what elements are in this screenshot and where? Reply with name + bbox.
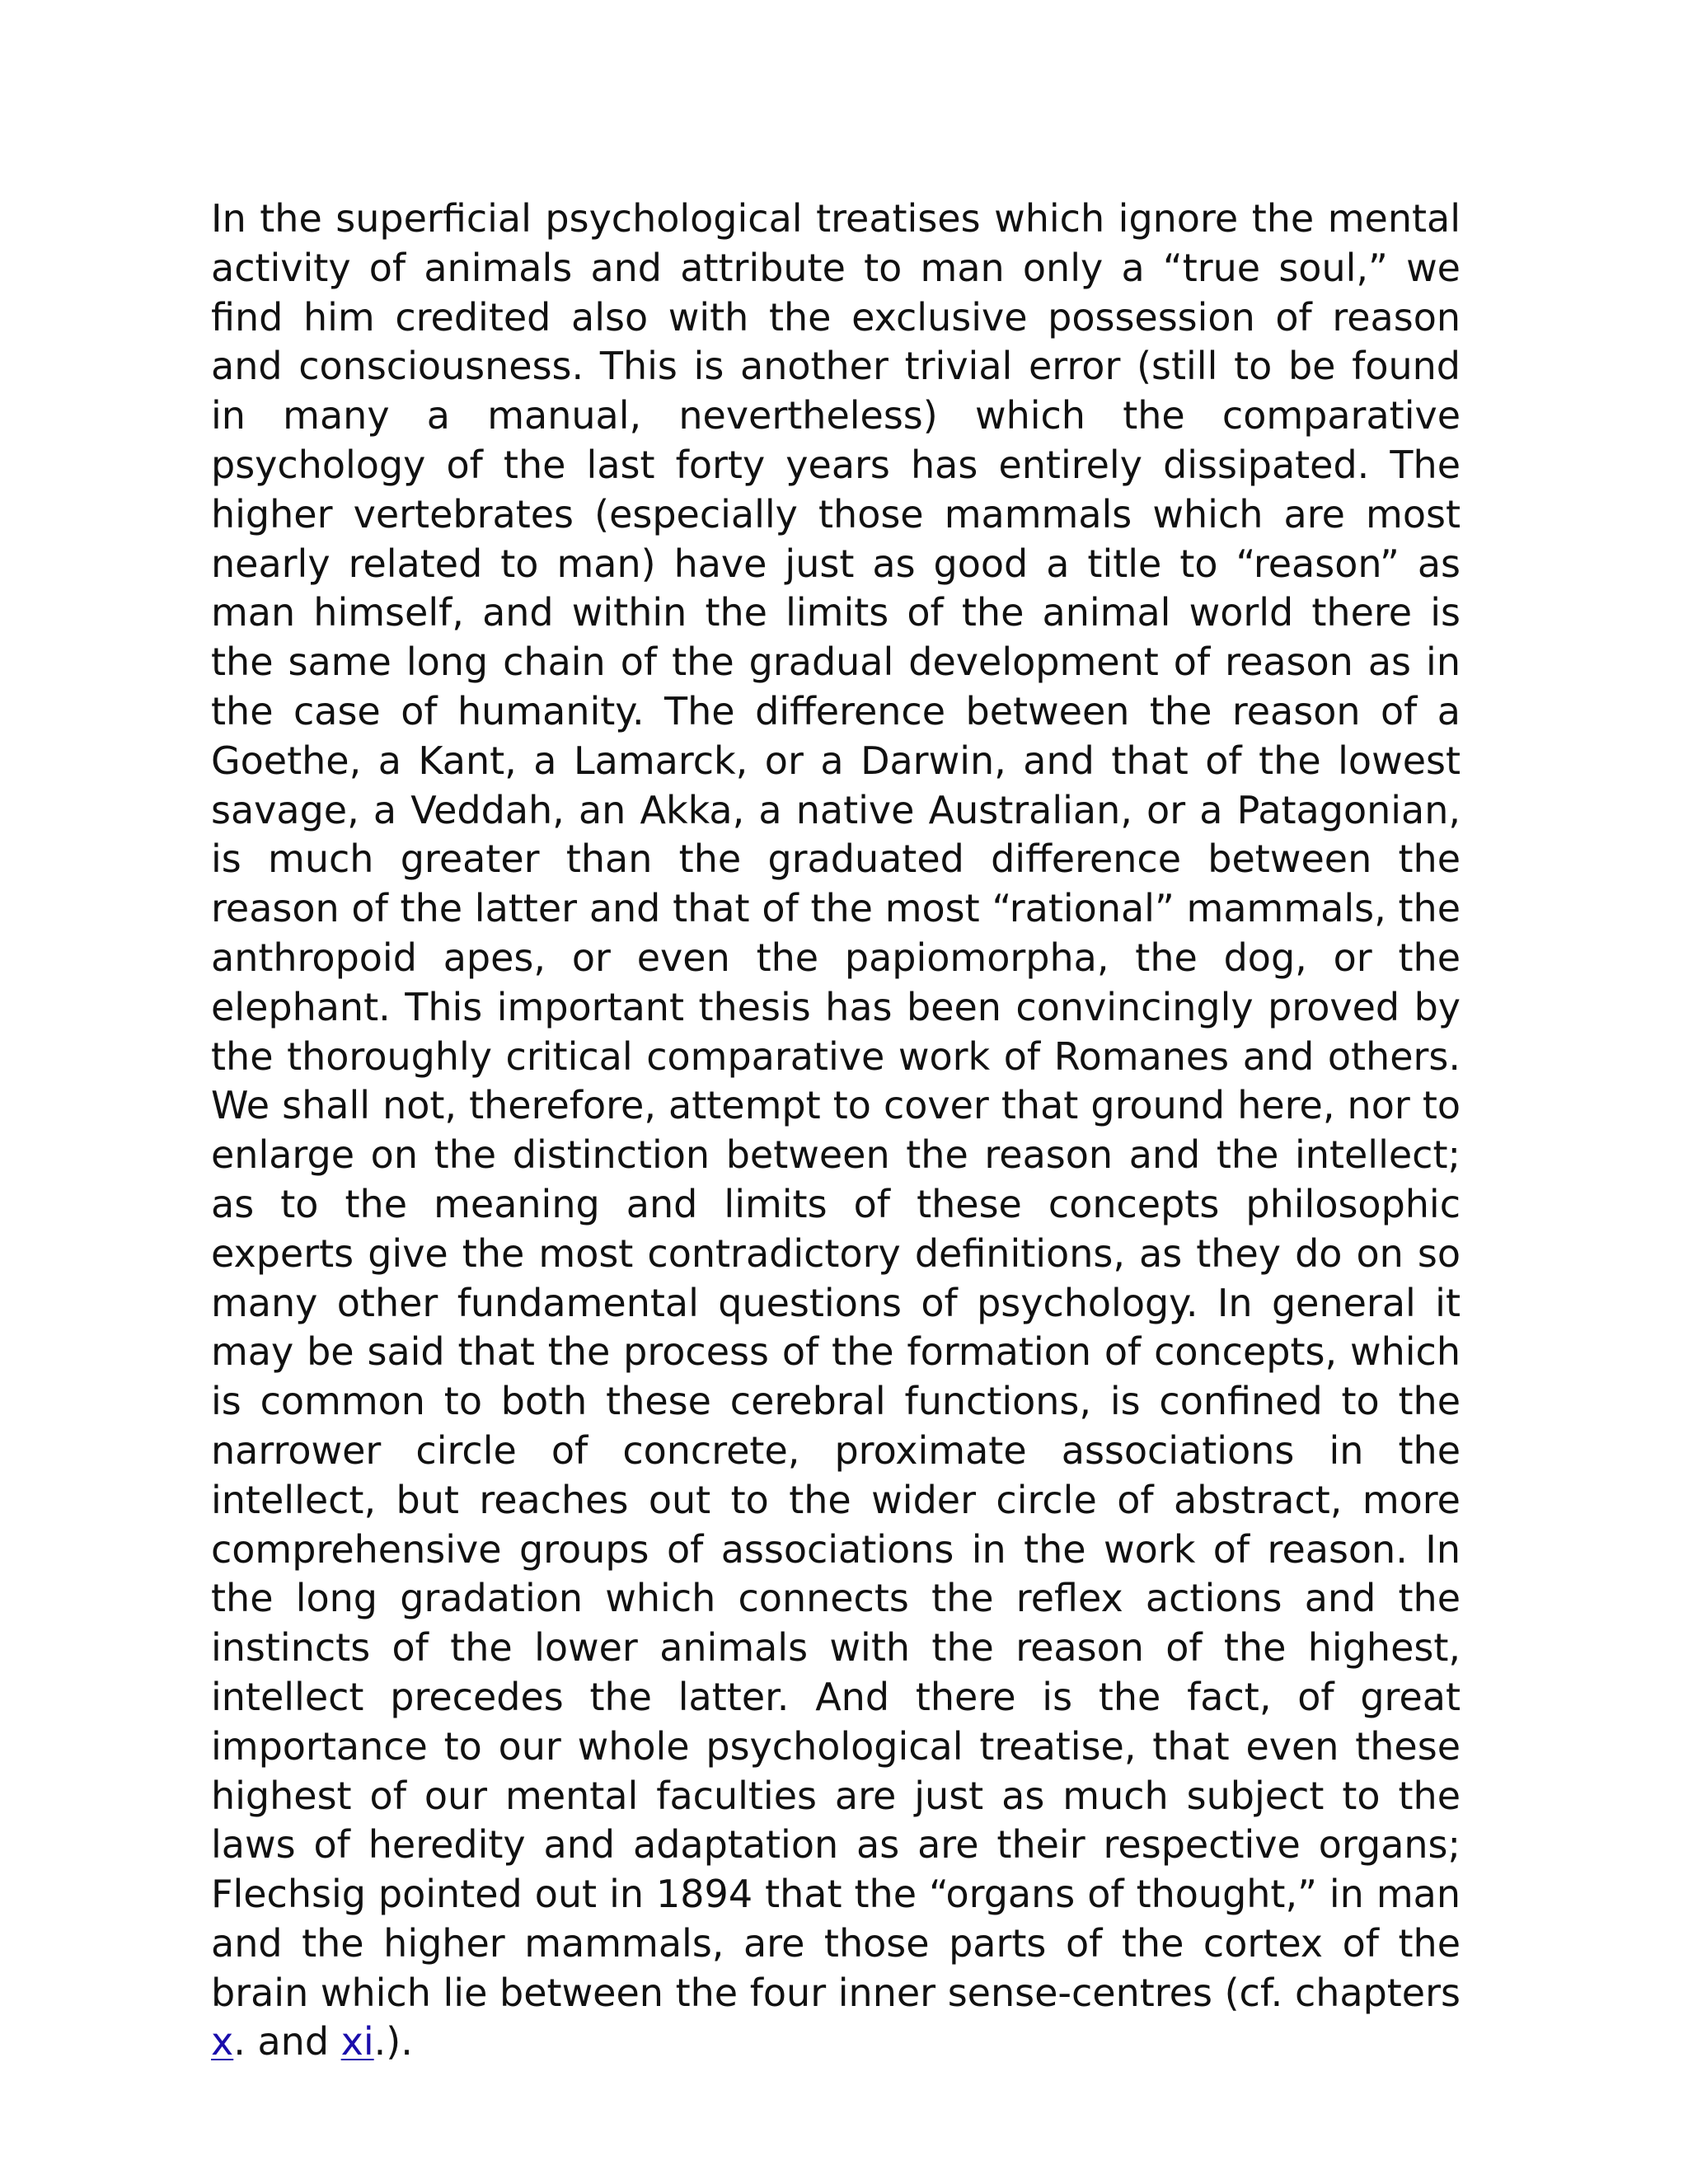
body-paragraph: [211, 194, 1461, 2067]
chapter-xi-link[interactable]: xi: [340, 2019, 374, 2064]
paragraph-ending-text: .).: [373, 2019, 413, 2064]
link-separator-text: . and: [233, 2019, 341, 2064]
chapter-x-link[interactable]: x: [211, 2019, 234, 2064]
paragraph-text: In the superficial psychological treatises which ignore the mental activity of animals and attribute to man only a “true soul,” we find him credited also with the exclusive possession of reason and consciousness. This is another trivial error (still to be found in many a manual, nevertheless) which the comparative psychology of the last forty years has entirely dissipated. The higher vertebrates (especially those mammals which are most nearly related to man) have just as good a title to “reason” as man himself, and within the limits of the animal world there is the same long chain of the gradual development of reason as in the case of humanity. The difference between the reason of a Goethe, a Kant, a Lamarck, or a Darwin, and that of the lowest savage, a Veddah, an Akka, a native Australian, or a Patagonian, is much greater than the graduated difference between the reason of the latter and that of the most “rational” mammals, the anthropoid apes, or even the papiomorpha, the dog, or the elephant. This important thesis has been convincingly proved by the thoroughly critical comparative work of Romanes and others. We shall not, therefore, attempt to cover that ground here, nor to enlarge on the distinction between the reason and the intellect; as to the meaning and limits of these concepts philosophic experts give the most contradictory definitions, as they do on so many other fundamental questions of psychology. In general it may be said that the process of the formation of concepts, which is common to both these cerebral functions, is confined to the narrower circle of concrete, proximate associations in the intellect, but reaches out to the wider circle of abstract, more comprehensive groups of associations in the work of reason. In the long gradation which connects the reflex actions and the instincts of the lower animals with the reason of the highest, intellect precedes the latter. And there is the fact, of great importance to our whole psychological treatise, that even these highest of our mental faculties are just as much subject to the laws of heredity and adaptation as are their respective organs; Flechsig pointed out in 1894 that the “organs of thought,” in man and the higher mammals, are those parts of the cortex of the brain which lie between the four inner sense-centres (cf. chapters: [211, 196, 1461, 2015]
